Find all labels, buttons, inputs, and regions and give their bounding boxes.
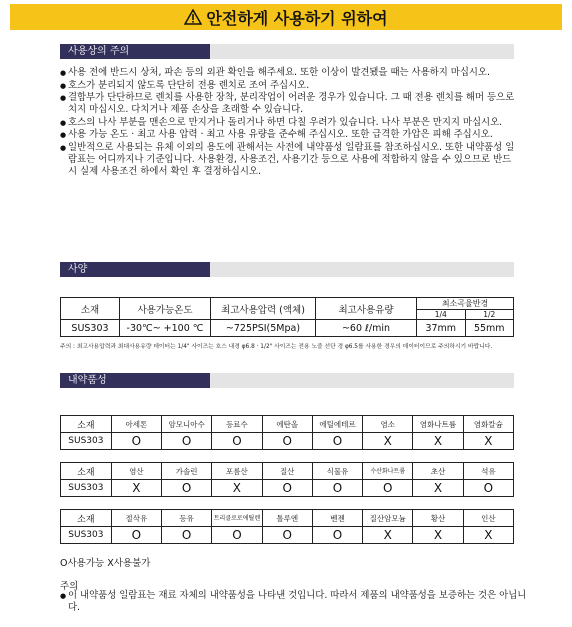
table-cell: O (162, 527, 212, 544)
list-item: ● 사용 가능 온도 · 최고 사용 압력 · 최고 사용 유량을 준수해 주십시오. 또한 급격한 가압은 피해 주십시오. (60, 129, 520, 141)
table-header-cell: 소재 (61, 463, 112, 480)
spec-cell-pressure: ~725PSI(5Mpa) (211, 320, 316, 337)
spec-cell-bend-a: 37mm (417, 320, 466, 337)
resistance-legend: O사용가능 X사용불가 (60, 558, 151, 569)
title-banner (10, 4, 562, 30)
table-cell: X (413, 480, 463, 497)
table-header-cell: 절삭유 (111, 510, 161, 527)
table-cell: X (111, 480, 161, 497)
section-heading-spec: 사양 (60, 262, 210, 277)
section-heading-precautions: 사용상의 주의 (60, 44, 210, 59)
list-item: ● 결합부가 단단하므로 렌치를 사용한 장착, 분리작업이 어려운 경우가 있습니다. 그 때 전용 렌치를 해머 등으로 치지 마십시오. 다치거나 제품 손상을 초래할 수 있습니다. (60, 92, 520, 116)
table-cell: SUS303 (61, 527, 112, 544)
table-header-cell: 에틸에테르 (312, 416, 362, 433)
table-header-cell: 석유 (463, 463, 513, 480)
table-cell: O (212, 433, 262, 450)
table-header-cell: 인산 (463, 510, 513, 527)
table-cell: O (111, 527, 161, 544)
table-cell: X (463, 433, 513, 450)
table-header-cell: 톨루엔 (262, 510, 312, 527)
table-header-cell: 수산화나트륨 (363, 463, 413, 480)
table-cell: O (312, 527, 362, 544)
spec-header-bend-b: 1/2 (465, 310, 514, 320)
table-cell: O (162, 480, 212, 497)
list-item: ● 사용 전에 반드시 상처, 파손 등의 외관 확인을 해주세요. 또한 이상이 발견됐을 때는 사용하지 마십시오. (60, 67, 520, 79)
spec-cell-flow: ~60 ℓ/min (316, 320, 417, 337)
table-header-cell: 식물유 (312, 463, 362, 480)
spec-cell-material: SUS303 (61, 320, 120, 337)
footer-title: 주의 (60, 581, 79, 592)
spec-header-pressure: 최고사용압력 (액체) (211, 298, 316, 320)
spec-header-temp: 사용가능온도 (120, 298, 211, 320)
table-row (61, 527, 514, 544)
table-header-cell: 황산 (413, 510, 463, 527)
table-header-cell: 질산 (262, 463, 312, 480)
table-header-cell: 질산암모늄 (363, 510, 413, 527)
table-cell: O (262, 480, 312, 497)
resistance-table-1 (60, 415, 514, 450)
table-header-cell: 염화칼슘 (463, 416, 513, 433)
table-header-cell: 아세톤 (111, 416, 161, 433)
table-cell: O (212, 527, 262, 544)
list-item: ● 호스의 나사 부분을 맨손으로 만지거나 돌리거나 하면 다칠 우려가 있습니다. 나사 부분은 만지지 마십시오. (60, 117, 520, 129)
table-cell: SUS303 (61, 433, 112, 450)
table-header-cell: 에탄올 (262, 416, 312, 433)
spec-header-flow: 최고사용유량 (316, 298, 417, 320)
table-header-cell: 초산 (413, 463, 463, 480)
table-header-cell: 벤젠 (312, 510, 362, 527)
spec-cell-temp: -30℃~ +100 ℃ (120, 320, 211, 337)
table-row (61, 480, 514, 497)
table-cell: X (413, 433, 463, 450)
table-cell: X (363, 433, 413, 450)
spec-header-bend-a: 1/4 (417, 310, 466, 320)
spec-header-material: 소재 (61, 298, 120, 320)
table-cell: X (212, 480, 262, 497)
table-header-cell: 등유 (162, 510, 212, 527)
table-header-cell: 암모니아수 (162, 416, 212, 433)
table-cell: X (413, 527, 463, 544)
table-header-cell: 가솔린 (162, 463, 212, 480)
table-header-cell: 염소 (363, 416, 413, 433)
table-cell: O (312, 480, 362, 497)
table-cell: O (312, 433, 362, 450)
page-title: 안전하게 사용하기 위하여 (206, 8, 388, 28)
table-header-cell: 소재 (61, 416, 112, 433)
table-cell: X (463, 527, 513, 544)
table-cell: O (262, 527, 312, 544)
list-item: ● 일반적으로 사용되는 유체 이외의 용도에 관해서는 사전에 내약품성 일람표를 참조하십시오. 또한 내약품성 일람표는 어디까지나 기준입니다. 사용환경, 사용조건, 사용기간 등으로 사용에 적합하지 않을 수 있으므로 반드시 실제 사용조건 하에서 확인 후 결정하십시오. (60, 142, 520, 178)
table-cell: O (463, 480, 513, 497)
table-cell: X (363, 527, 413, 544)
table-header-cell: 염화나트륨 (413, 416, 463, 433)
resistance-table-2 (60, 462, 514, 497)
spec-note: 주의 : 최고사용압력과 최대사용유량 데이터는 1/4" 사이즈는 호스 내경 φ6.8 · 1/2" 사이즈는 전용 노즐 선단 경 φ6.5를 사용한 경우의 데이터이므로 주의하시기 바랍니다. (60, 344, 493, 350)
table-cell: O (162, 433, 212, 450)
table-header-cell: 등료수 (212, 416, 262, 433)
table-cell: O (262, 433, 312, 450)
precaution-list (60, 67, 520, 178)
table-header-cell: 소재 (61, 510, 112, 527)
spec-table (60, 297, 514, 337)
section-heading-resistance: 내약품성 (60, 373, 210, 388)
spec-cell-bend-b: 55mm (465, 320, 514, 337)
table-header-cell: 트리클로로에틸렌 (212, 510, 262, 527)
list-item: ● 호스가 분리되지 않도록 단단히 전용 렌치로 조여 주십시오. (60, 80, 520, 92)
footer-note: ● 이 내약품성 일람표는 재료 자체의 내약품성을 나타낸 것입니다. 따라서 제품의 내약품성을 보증하는 것은 아닙니다. (60, 590, 528, 614)
table-header-cell: 포름산 (212, 463, 262, 480)
table-cell: O (111, 433, 161, 450)
table-header-cell: 염산 (111, 463, 161, 480)
table-cell: O (363, 480, 413, 497)
warning-icon (184, 9, 202, 25)
resistance-table-3 (60, 509, 514, 544)
table-cell: SUS303 (61, 480, 112, 497)
spec-header-bend: 최소곡율반경 (417, 298, 514, 310)
table-row (61, 433, 514, 450)
